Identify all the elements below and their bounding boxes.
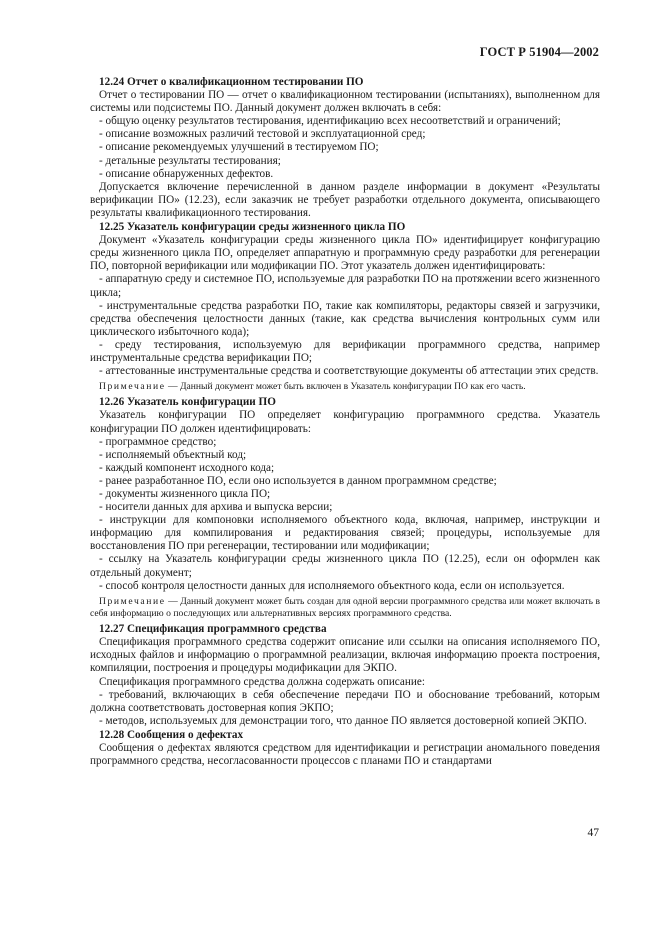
list-item: - способ контроля целостности данных для исполняемого объектного кода, если он используется. — [99, 579, 565, 592]
list-item: - требований, включающих в себя обеспечение передачи ПО и обоснование требований, которым должна соответствовать достоверная копия ЭКПО; — [90, 688, 600, 714]
list-item: - аппаратную среду и системное ПО, используемые для разработки ПО на протяжении всего жизненного цикла; — [90, 273, 600, 299]
note-label: Примечание — [99, 381, 166, 393]
note-text: — Данный документ может быть включен в Указатель конфигурации ПО как его часть. — [165, 381, 526, 393]
section-12-25-heading: 12.25 Указатель конфигурации среды жизненного цикла ПО — [99, 221, 406, 234]
section-12-26-heading: 12.26 Указатель конфигурации ПО — [99, 396, 276, 409]
list-item: - инструментальные средства разработки ПО, такие как компиляторы, редакторы связей и загрузчики, средства обеспечения целостности данных (такие, как средства вычисления контрольных сумм или циклического избыточного кода); — [90, 299, 600, 338]
list-item: - инструкции для компоновки исполняемого объектного кода, включая, например, инструкции и информацию для компилирования и редактирования связей; процедуры, используемые для восстановления ПО при регенерации, тестировании или модификации; — [90, 514, 600, 553]
section-12-24-outro: Допускается включение перечисленной в данном разделе информации в документ «Результаты верификации ПО» (12.23), если заказчик не требует разработки отдельного документа, описывающего результаты квалификационного тестирования. — [90, 180, 600, 219]
list-item: - описание возможных различий тестовой и эксплуатационной сред; — [99, 128, 426, 141]
list-item: - ранее разработанное ПО, если оно используется в данном программном средстве; — [99, 474, 497, 487]
list-item: - детальные результаты тестирования; — [99, 154, 281, 167]
section-12-24-heading: 12.24 Отчет о квалификационном тестировании ПО — [99, 76, 364, 88]
note-text: — Данный документ может быть создан для одной версии программного средства или может включать в себя информацию о последующих или альтернативных версиях программного средства. — [90, 595, 600, 619]
section-12-26-note — [90, 596, 600, 620]
section-12-27-intro: Спецификация программного средства содержит описание или ссылки на описания исполняемого ПО, исходных файлов и информацию о программной реализации, включая информацию проекта построения, компиляции, построения и процедуры модификации для ЭКПО. — [90, 636, 600, 675]
list-item: - носители данных для архива и выпуска версии; — [99, 501, 333, 514]
section-12-24-intro: Отчет о тестировании ПО — отчет о квалификационном тестировании (испытаниях), выполненном для системы или подсистемы ПО. Данный документ должен включать в себя: — [90, 89, 600, 115]
list-item: - каждый компонент исходного кода; — [99, 461, 275, 474]
list-item: - методов, используемых для демонстрации того, что данное ПО является достоверной копией ЭКПО. — [99, 714, 587, 727]
page-number: 47 — [587, 827, 599, 839]
document-body — [90, 75, 600, 768]
list-item: - документы жизненного цикла ПО; — [99, 488, 271, 501]
list-item: - программное средство; — [99, 435, 217, 448]
section-12-28-intro: Сообщения о дефектах являются средством для идентификации и регистрации аномального поведения программного средства, несогласованности процессов с планами ПО и стандартами — [90, 742, 600, 768]
section-12-26-intro: Указатель конфигурации ПО определяет конфигурацию программного средства. Указатель конфигурации ПО должен идентифицировать: — [90, 409, 600, 435]
list-item: - аттестованные инструментальные средства и соответствующие документы об аттестации этих средств. — [99, 365, 599, 378]
section-12-28-heading: 12.28 Сообщения о дефектах — [99, 728, 244, 741]
list-item: - описание рекомендуемых улучшений в тестируемом ПО; — [99, 141, 379, 154]
document-header-id: ГОСТ Р 51904—2002 — [479, 45, 599, 59]
section-12-25-note — [90, 381, 600, 393]
section-12-27-heading: 12.27 Спецификация программного средства — [99, 623, 327, 636]
section-12-25-intro: Документ «Указатель конфигурации среды жизненного цикла ПО» идентифицирует конфигурацию среды жизненного цикла ПО, определяет аппаратную и программную среду разработки для регенерации ПО, повторной верификации или модификации ПО. Этот указатель должен идентифицировать: — [90, 234, 600, 273]
list-item: - ссылку на Указатель конфигурации среды жизненного цикла ПО (12.25), если он оформлен как отдельный документ; — [90, 553, 600, 579]
list-item: - описание обнаруженных дефектов. — [99, 167, 274, 180]
list-item: - общую оценку результатов тестирования, идентификацию всех несоответствий и ограничений; — [99, 115, 561, 128]
note-label: Примечание — [99, 595, 166, 607]
list-item: - среду тестирования, используемую для верификации программного средства, например инструментальные средства верификации ПО; — [90, 338, 600, 364]
section-12-27-intro2: Спецификация программного средства должна содержать описание: — [99, 675, 425, 688]
list-item: - исполняемый объектный код; — [99, 448, 247, 461]
